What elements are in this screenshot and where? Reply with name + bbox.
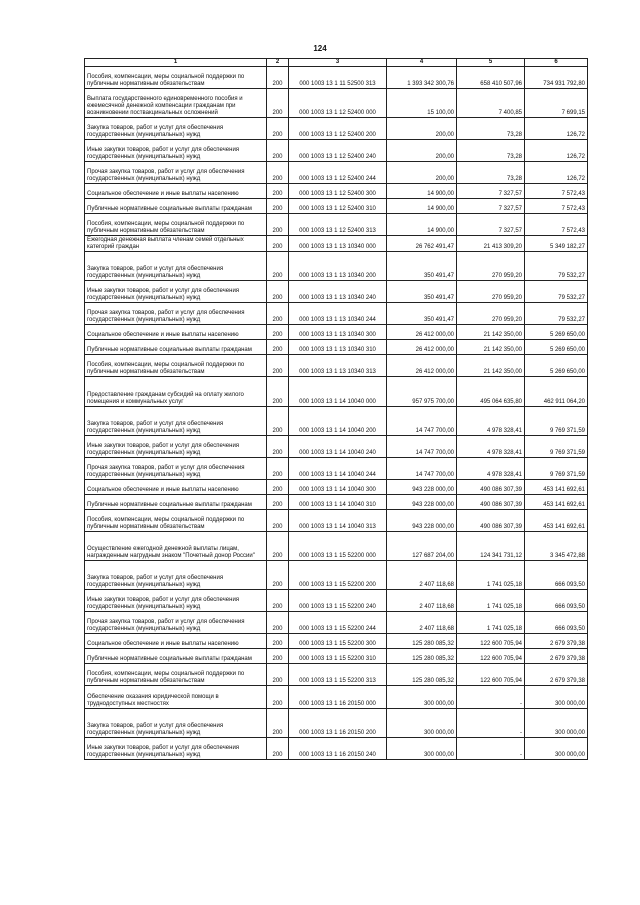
row-value-col5: 490 086 307,39 [457,495,525,510]
row-value-col4: 350 491,47 [387,281,457,303]
row-value-col5: 122 600 705,94 [457,649,525,664]
row-value-col6: 9 769 371,59 [525,436,588,458]
row-budget-code: 000 1003 13 1 14 10040 313 [289,510,387,532]
table-row [85,407,588,436]
table-row [85,709,588,738]
row-value-col4: 350 491,47 [387,252,457,281]
row-description: Закупка товаров, работ и услуг для обеспечения государственных (муниципальных) нужд [85,561,267,590]
row-value-col6: 9 769 371,59 [525,407,588,436]
table-row [85,510,588,532]
table-row [85,480,588,495]
row-value-col4: 200,00 [387,118,457,140]
row-type-code: 200 [267,377,289,407]
row-type-code: 200 [267,649,289,664]
row-value-col5: 490 086 307,39 [457,510,525,532]
row-value-col6: 7 572,43 [525,184,588,199]
row-value-col6: 126,72 [525,140,588,162]
row-description: Закупка товаров, работ и услуг для обеспечения государственных (муниципальных) нужд [85,118,267,140]
table-row [85,303,588,325]
row-value-col5: 1 741 025,18 [457,612,525,634]
row-value-col4: 127 687 204,00 [387,532,457,561]
row-value-col4: 2 407 118,68 [387,561,457,590]
row-type-code: 200 [267,199,289,214]
row-value-col4: 14 900,00 [387,184,457,199]
row-value-col4: 2 407 118,68 [387,590,457,612]
column-header: 1 [85,59,267,67]
row-description: Осуществление ежегодной денежной выплаты лицам, награжденным нагрудным знаком "Почетный донор России" [85,532,267,561]
row-description: Публичные нормативные социальные выплаты гражданам [85,495,267,510]
row-description: Публичные нормативные социальные выплаты гражданам [85,649,267,664]
table-row [85,377,588,407]
row-description: Пособия, компенсации, меры социальной поддержки по публичным нормативным обязательствам [85,664,267,686]
row-budget-code: 000 1003 13 1 16 20150 200 [289,709,387,738]
table-row [85,252,588,281]
row-type-code: 200 [267,184,289,199]
row-description: Закупка товаров, работ и услуг для обеспечения государственных (муниципальных) нужд [85,709,267,738]
column-header: 4 [387,59,457,67]
table-row [85,140,588,162]
table-row [85,738,588,760]
row-type-code: 200 [267,738,289,760]
table-row [85,634,588,649]
row-value-col4: 957 975 700,00 [387,377,457,407]
table-row [85,458,588,480]
row-description: Предоставление гражданам субсидий на оплату жилого помещения и коммунальных услуг [85,377,267,407]
table-row [85,340,588,355]
row-value-col5: 7 327,57 [457,184,525,199]
row-type-code: 200 [267,709,289,738]
row-type-code: 200 [267,252,289,281]
row-description: Иные закупки товаров, работ и услуг для обеспечения государственных (муниципальных) нужд [85,281,267,303]
table-row [85,281,588,303]
row-value-col6: 79 532,27 [525,281,588,303]
row-value-col4: 350 491,47 [387,303,457,325]
row-budget-code: 000 1003 13 1 15 52200 200 [289,561,387,590]
row-value-col5: 490 086 307,39 [457,480,525,495]
column-header: 5 [457,59,525,67]
row-type-code: 200 [267,325,289,340]
row-value-col4: 200,00 [387,140,457,162]
row-value-col6: 666 093,50 [525,612,588,634]
row-value-col6: 453 141 692,61 [525,510,588,532]
row-value-col4: 26 412 000,00 [387,325,457,340]
row-description: Выплата государственного единовременного пособия и ежемесячной денежной компенсации гражданам при возникновении поствакцинальных осложнений [85,89,267,118]
table-row [85,664,588,686]
row-budget-code: 000 1003 13 1 12 52400 310 [289,199,387,214]
row-budget-code: 000 1003 13 1 13 10340 200 [289,252,387,281]
row-budget-code: 000 1003 13 1 12 52400 200 [289,118,387,140]
row-type-code: 200 [267,495,289,510]
row-description: Иные закупки товаров, работ и услуг для обеспечения государственных (муниципальных) нужд [85,140,267,162]
row-description: Пособия, компенсации, меры социальной поддержки по публичным нормативным обязательствам [85,510,267,532]
row-type-code: 200 [267,67,289,89]
row-value-col6: 300 000,00 [525,738,588,760]
row-budget-code: 000 1003 13 1 13 10340 300 [289,325,387,340]
row-value-col6: 462 911 064,20 [525,377,588,407]
row-type-code: 200 [267,532,289,561]
row-value-col5: - [457,738,525,760]
row-type-code: 200 [267,686,289,709]
row-value-col5: 1 741 025,18 [457,561,525,590]
row-type-code: 200 [267,281,289,303]
table-row [85,67,588,89]
row-value-col4: 14 900,00 [387,214,457,236]
table-row [85,561,588,590]
table-row [85,214,588,236]
table-row [85,162,588,184]
row-value-col4: 125 280 085,32 [387,634,457,649]
row-description: Прочая закупка товаров, работ и услуг для обеспечения государственных (муниципальных) нужд [85,612,267,634]
row-type-code: 200 [267,140,289,162]
row-value-col6: 7 699,15 [525,89,588,118]
table-row [85,236,588,252]
row-value-col6: 453 141 692,61 [525,495,588,510]
row-budget-code: 000 1003 13 1 14 10040 240 [289,436,387,458]
row-value-col4: 200,00 [387,162,457,184]
row-budget-code: 000 1003 13 1 15 52200 310 [289,649,387,664]
row-value-col5: - [457,686,525,709]
table-row [85,649,588,664]
row-value-col6: 300 000,00 [525,709,588,738]
row-description: Ежегодная денежная выплата членам семей отдельных категорий граждан [85,236,267,252]
row-budget-code: 000 1003 13 1 12 52400 000 [289,89,387,118]
row-value-col6: 2 679 379,38 [525,649,588,664]
row-budget-code: 000 1003 13 1 13 10340 310 [289,340,387,355]
row-value-col4: 943 228 000,00 [387,510,457,532]
row-type-code: 200 [267,214,289,236]
row-value-col5: 73,28 [457,162,525,184]
row-value-col5: 7 327,57 [457,199,525,214]
row-value-col5: 122 600 705,94 [457,664,525,686]
row-budget-code: 000 1003 13 1 13 10340 244 [289,303,387,325]
row-value-col6: 126,72 [525,162,588,184]
table-row [85,118,588,140]
row-description: Социальное обеспечение и иные выплаты населению [85,634,267,649]
row-value-col6: 7 572,43 [525,214,588,236]
row-budget-code: 000 1003 13 1 15 52200 244 [289,612,387,634]
row-value-col4: 14 747 700,00 [387,458,457,480]
row-value-col5: 21 142 350,00 [457,355,525,377]
page-number: 124 [313,44,327,53]
table-row [85,612,588,634]
row-value-col5: 270 959,20 [457,303,525,325]
row-type-code: 200 [267,480,289,495]
row-budget-code: 000 1003 13 1 14 10040 300 [289,480,387,495]
row-value-col6: 3 345 472,88 [525,532,588,561]
row-budget-code: 000 1003 13 1 11 52500 313 [289,67,387,89]
table-row [85,532,588,561]
row-budget-code: 000 1003 13 1 12 52400 300 [289,184,387,199]
row-description: Иные закупки товаров, работ и услуг для обеспечения государственных (муниципальных) нужд [85,436,267,458]
row-value-col4: 943 228 000,00 [387,495,457,510]
row-value-col6: 453 141 692,61 [525,480,588,495]
row-budget-code: 000 1003 13 1 12 52400 240 [289,140,387,162]
row-value-col6: 734 931 792,80 [525,67,588,89]
row-value-col5: 4 978 328,41 [457,407,525,436]
row-value-col5: 73,28 [457,118,525,140]
row-budget-code: 000 1003 13 1 16 20150 000 [289,686,387,709]
row-description: Иные закупки товаров, работ и услуг для обеспечения государственных (муниципальных) нужд [85,590,267,612]
row-budget-code: 000 1003 13 1 12 52400 244 [289,162,387,184]
row-type-code: 200 [267,436,289,458]
row-type-code: 200 [267,664,289,686]
table-row [85,325,588,340]
row-description: Прочая закупка товаров, работ и услуг для обеспечения государственных (муниципальных) нужд [85,458,267,480]
budget-table [84,58,588,760]
row-type-code: 200 [267,510,289,532]
row-value-col5: 73,28 [457,140,525,162]
row-value-col6: 5 269 650,00 [525,340,588,355]
row-budget-code: 000 1003 13 1 14 10040 000 [289,377,387,407]
row-budget-code: 000 1003 13 1 15 52200 240 [289,590,387,612]
row-value-col5: - [457,709,525,738]
table-row [85,590,588,612]
row-description: Закупка товаров, работ и услуг для обеспечения государственных (муниципальных) нужд [85,407,267,436]
table-row [85,686,588,709]
row-description: Пособия, компенсации, меры социальной поддержки по публичным нормативным обязательствам [85,214,267,236]
row-type-code: 200 [267,590,289,612]
row-value-col5: 124 341 731,12 [457,532,525,561]
row-budget-code: 000 1003 13 1 15 52200 313 [289,664,387,686]
budget-table-container [84,58,587,760]
row-value-col5: 658 410 507,96 [457,67,525,89]
row-type-code: 200 [267,340,289,355]
row-value-col6: 79 532,27 [525,303,588,325]
row-value-col5: 270 959,20 [457,281,525,303]
row-type-code: 200 [267,118,289,140]
row-value-col6: 5 269 650,00 [525,355,588,377]
row-value-col6: 2 679 379,38 [525,634,588,649]
column-header: 6 [525,59,588,67]
row-description: Социальное обеспечение и иные выплаты населению [85,325,267,340]
row-type-code: 200 [267,236,289,252]
row-value-col6: 300 000,00 [525,686,588,709]
row-value-col6: 7 572,43 [525,199,588,214]
table-row [85,199,588,214]
row-description: Прочая закупка товаров, работ и услуг для обеспечения государственных (муниципальных) нужд [85,162,267,184]
row-value-col5: 270 959,20 [457,252,525,281]
table-row [85,495,588,510]
row-value-col5: 21 413 309,20 [457,236,525,252]
row-value-col6: 2 679 379,38 [525,664,588,686]
row-budget-code: 000 1003 13 1 16 20150 240 [289,738,387,760]
row-type-code: 200 [267,634,289,649]
row-value-col5: 1 741 025,18 [457,590,525,612]
row-type-code: 200 [267,612,289,634]
row-value-col6: 5 349 182,27 [525,236,588,252]
row-value-col4: 14 747 700,00 [387,436,457,458]
row-description: Иные закупки товаров, работ и услуг для обеспечения государственных (муниципальных) нужд [85,738,267,760]
row-description: Социальное обеспечение и иные выплаты населению [85,480,267,495]
table-header-row [85,59,588,67]
row-value-col4: 943 228 000,00 [387,480,457,495]
row-value-col4: 300 000,00 [387,709,457,738]
row-value-col4: 300 000,00 [387,738,457,760]
row-value-col5: 21 142 350,00 [457,325,525,340]
row-value-col5: 21 142 350,00 [457,340,525,355]
row-type-code: 200 [267,355,289,377]
row-budget-code: 000 1003 13 1 15 52200 300 [289,634,387,649]
table-row [85,436,588,458]
row-value-col4: 26 412 000,00 [387,340,457,355]
table-row [85,89,588,118]
row-description: Социальное обеспечение и иные выплаты населению [85,184,267,199]
row-type-code: 200 [267,458,289,480]
row-description: Пособия, компенсации, меры социальной поддержки по публичным нормативным обязательствам [85,67,267,89]
row-description: Закупка товаров, работ и услуг для обеспечения государственных (муниципальных) нужд [85,252,267,281]
row-value-col4: 125 280 085,32 [387,649,457,664]
row-value-col4: 26 412 000,00 [387,355,457,377]
row-value-col6: 126,72 [525,118,588,140]
row-description: Публичные нормативные социальные выплаты гражданам [85,199,267,214]
row-value-col4: 14 900,00 [387,199,457,214]
column-header: 2 [267,59,289,67]
row-value-col5: 122 600 705,94 [457,634,525,649]
row-value-col4: 1 393 342 300,76 [387,67,457,89]
row-value-col5: 4 978 328,41 [457,458,525,480]
row-value-col6: 5 269 650,00 [525,325,588,340]
row-value-col4: 14 747 700,00 [387,407,457,436]
row-value-col4: 15 100,00 [387,89,457,118]
row-budget-code: 000 1003 13 1 13 10340 240 [289,281,387,303]
row-description: Обеспечение оказания юридической помощи в труднодоступных местностях [85,686,267,709]
row-type-code: 200 [267,561,289,590]
row-type-code: 200 [267,407,289,436]
row-budget-code: 000 1003 13 1 15 52200 000 [289,532,387,561]
row-value-col6: 666 093,50 [525,561,588,590]
row-type-code: 200 [267,162,289,184]
row-value-col5: 7 327,57 [457,214,525,236]
row-budget-code: 000 1003 13 1 14 10040 310 [289,495,387,510]
row-description: Пособия, компенсации, меры социальной поддержки по публичным нормативным обязательствам [85,355,267,377]
row-value-col4: 300 000,00 [387,686,457,709]
row-value-col6: 666 093,50 [525,590,588,612]
row-budget-code: 000 1003 13 1 13 10340 313 [289,355,387,377]
row-budget-code: 000 1003 13 1 13 10340 000 [289,236,387,252]
row-value-col5: 7 400,85 [457,89,525,118]
row-value-col5: 4 978 328,41 [457,436,525,458]
column-header: 3 [289,59,387,67]
row-type-code: 200 [267,89,289,118]
row-value-col5: 495 064 635,80 [457,377,525,407]
row-budget-code: 000 1003 13 1 14 10040 244 [289,458,387,480]
row-value-col6: 79 532,27 [525,252,588,281]
row-value-col6: 9 769 371,59 [525,458,588,480]
table-row [85,355,588,377]
row-type-code: 200 [267,303,289,325]
row-value-col4: 26 762 491,47 [387,236,457,252]
row-value-col4: 2 407 118,68 [387,612,457,634]
row-description: Прочая закупка товаров, работ и услуг для обеспечения государственных (муниципальных) нужд [85,303,267,325]
row-description: Публичные нормативные социальные выплаты гражданам [85,340,267,355]
row-budget-code: 000 1003 13 1 14 10040 200 [289,407,387,436]
table-row [85,184,588,199]
row-value-col4: 125 280 085,32 [387,664,457,686]
row-budget-code: 000 1003 13 1 12 52400 313 [289,214,387,236]
